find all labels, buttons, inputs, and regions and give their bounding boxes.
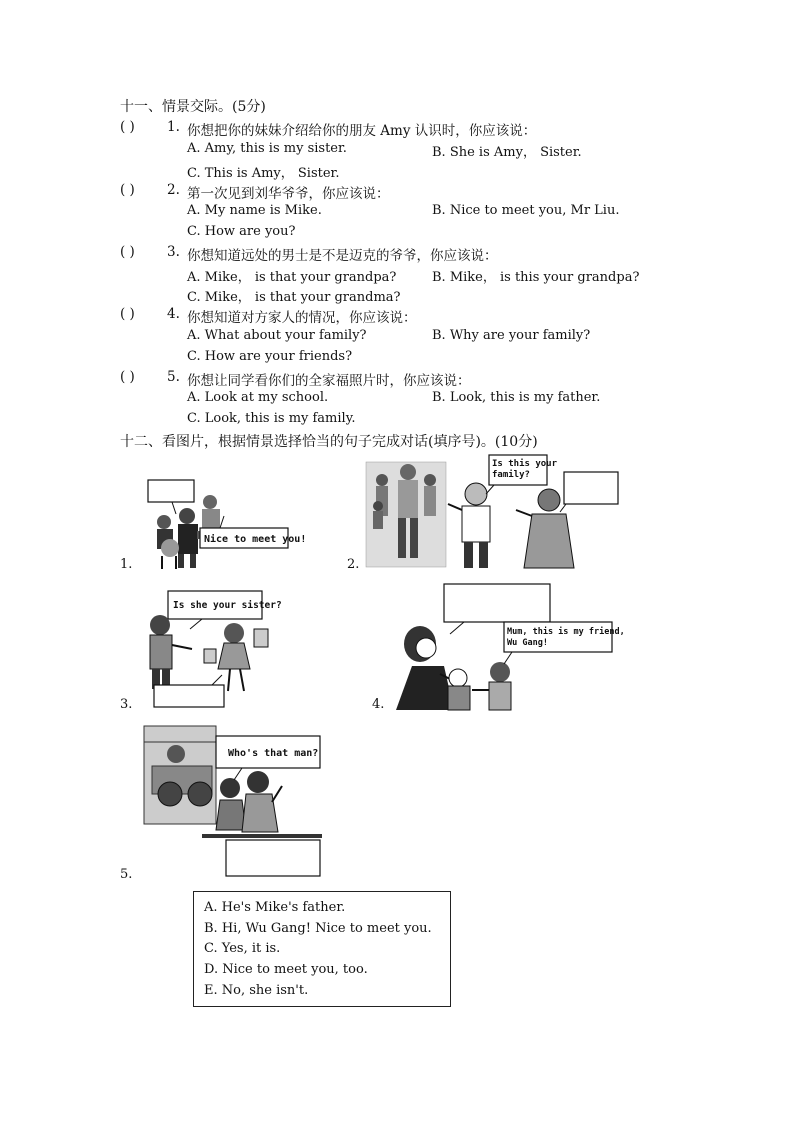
option-b: B. Nice to meet you, Mr Liu. (432, 203, 620, 218)
section-11-title: 十一、情景交际。(5分) (120, 99, 266, 115)
answer-bracket[interactable]: ( ) (120, 306, 135, 322)
question-number: 1. (167, 119, 180, 135)
option-c: C. Look, this is my family. (187, 411, 356, 426)
empty-speech-bubble[interactable] (154, 685, 224, 707)
picture-2-bubble-text: Is this your family? (492, 459, 558, 480)
picture-1-bubble-text: Nice to meet you! (204, 534, 307, 545)
choice-d: D. Nice to meet you, too. (204, 962, 368, 977)
option-b: B. Mike， is this your grandpa? (432, 270, 640, 285)
option-a: A. Mike， is that your grandpa? (187, 270, 397, 285)
option-a: A. My name is Mike. (187, 203, 322, 218)
picture-5-bubble-text: Who's that man? (228, 748, 319, 759)
picture-1-illustration (142, 476, 307, 570)
choice-b: B. Hi, Wu Gang! Nice to meet you. (204, 921, 432, 936)
question-number: 5. (167, 369, 180, 385)
answer-choices-box (193, 891, 451, 1007)
option-b: B. She is Amy， Sister. (432, 145, 582, 160)
picture-3-illustration (142, 585, 282, 710)
question-prompt: 你想让同学看你们的全家福照片时，你应该说： (187, 373, 471, 389)
option-c: C. How are you? (187, 224, 296, 239)
question-prompt: 你想把你的妹妹介绍给你的朋友 Amy 认识时，你应该说： (187, 123, 537, 139)
picture-4-bubble-text: Mum, this is my friend, Wu Gang! (507, 627, 625, 648)
picture-4-illustration (392, 582, 625, 712)
option-c: C. How are your friends? (187, 349, 353, 364)
question-number: 2. (167, 182, 180, 198)
picture-number: 1. (120, 557, 133, 572)
picture-3-photo (142, 585, 282, 710)
question-prompt: 你想知道对方家人的情况，你应该说： (187, 310, 417, 326)
picture-1-meeting (142, 476, 307, 570)
picture-number: 5. (120, 867, 133, 882)
question-number: 4. (167, 306, 180, 322)
empty-speech-bubble[interactable] (564, 472, 618, 504)
option-b: B. Why are your family? (432, 328, 591, 343)
option-a: A. Look at my school. (187, 390, 329, 405)
empty-speech-bubble[interactable] (444, 584, 550, 622)
picture-number: 4. (372, 697, 385, 712)
choice-c: C. Yes, it is. (204, 941, 281, 956)
choice-e: E. No, she isn't. (204, 983, 309, 998)
section-12-title: 十二、看图片，根据情景选择恰当的句子完成对话(填序号)。(10分) (120, 434, 538, 450)
answer-bracket[interactable]: ( ) (120, 182, 135, 198)
answer-bracket[interactable]: ( ) (120, 119, 135, 135)
answer-bracket[interactable]: ( ) (120, 244, 135, 260)
question-prompt: 第一次见到刘华爷爷，你应该说： (187, 186, 390, 202)
choice-a: A. He's Mike's father. (204, 900, 346, 915)
empty-speech-bubble[interactable] (148, 480, 194, 502)
question-number: 3. (167, 244, 180, 260)
option-a: A. Amy, this is my sister. (187, 141, 347, 156)
picture-2-illustration (364, 450, 622, 570)
option-c: C. Mike， is that your grandma? (187, 290, 401, 305)
picture-number: 2. (347, 557, 360, 572)
picture-5-who (142, 722, 324, 880)
picture-5-illustration (142, 722, 324, 880)
empty-speech-bubble[interactable] (226, 840, 320, 876)
picture-3-bubble-text: Is she your sister? (173, 600, 282, 611)
answer-bracket[interactable]: ( ) (120, 369, 135, 385)
picture-2-family-photo (364, 450, 622, 570)
option-b: B. Look, this is my father. (432, 390, 601, 405)
picture-number: 3. (120, 697, 133, 712)
option-c: C. This is Amy， Sister. (187, 166, 340, 181)
question-prompt: 你想知道远处的男士是不是迈克的爷爷，你应该说： (187, 248, 498, 264)
option-a: A. What about your family? (187, 328, 367, 343)
picture-4-introduce (392, 582, 625, 712)
